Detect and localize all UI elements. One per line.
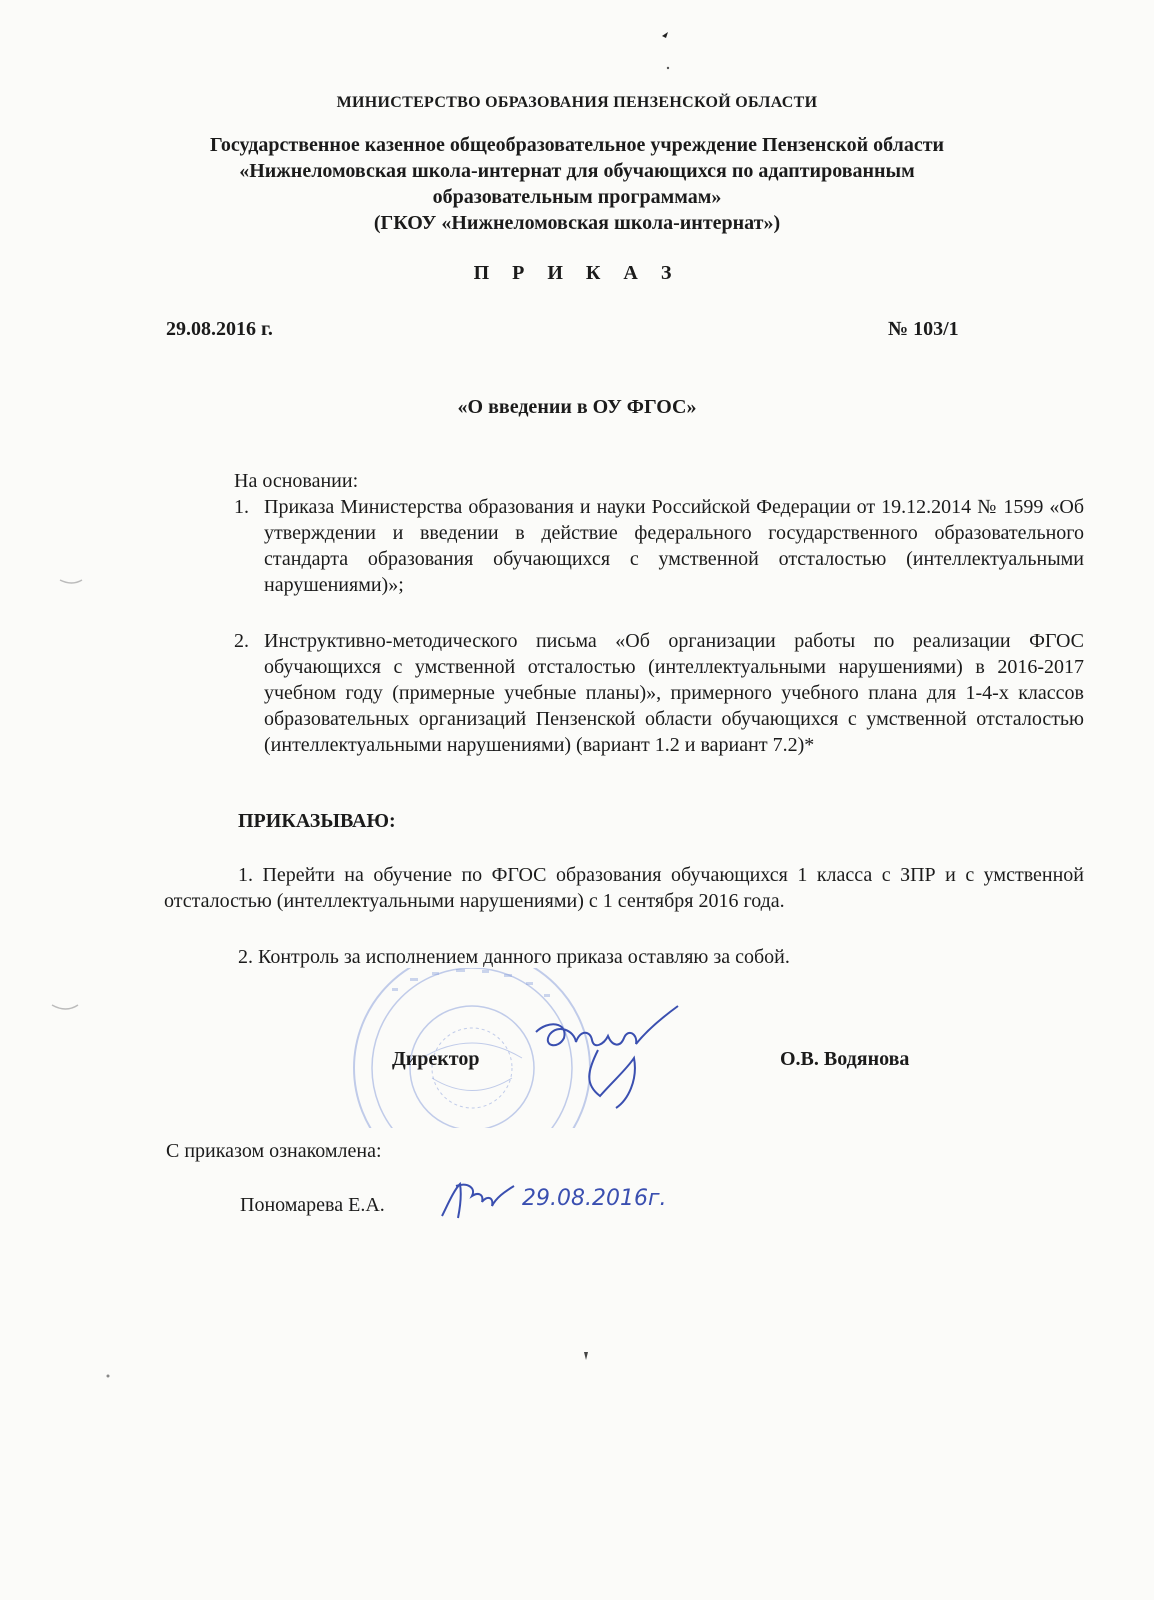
decree-word: ПРИКАЗЫВАЮ: (238, 810, 396, 832)
order-number: № 103/1 (888, 318, 959, 340)
order-subject: «О введении в ОУ ФГОС» (457, 396, 697, 418)
organization-line: образовательным программам» (432, 186, 722, 208)
ministry-name: МИНИСТЕРСТВО ОБРАЗОВАНИЯ ПЕНЗЕНСКОЙ ОБЛАСТИ (336, 94, 818, 111)
acknowledged-person: Пономарева Е.А. (240, 1194, 385, 1216)
basis-item-text: Приказа Министерства образования и науки Российской Федерации от 19.12.2014 № 1599 «Об утверждении и введении в действие федерального государственного образовательного стандарта образования обучающихся с умственной отсталостью (интеллектуальными нарушениями)»; (264, 496, 1084, 596)
basis-item-text: Инструктивно-методического письма «Об организации работы по реализации ФГОС обучающихся с умственной отсталостью (интеллектуальными нарушениями) в 2016-2017 учебном году (примерные учебные планы)», примерного учебного плана для 1-4-х классов образовательных организаций Пензенской области обучающихся с умственной отсталостью (интеллектуальными нарушениями) (вариант 1.2 и вариант 7.2)* (264, 630, 1084, 756)
order-title: П Р И К А З (473, 262, 681, 284)
organization-short-name: (ГКОУ «Нижнеломовская школа-интернат») (373, 212, 781, 234)
director-name: О.В. Водянова (780, 1048, 910, 1070)
decree-paragraph: 1. Перейти на обучение по ФГОС образования обучающихся 1 класса с ЗПР и с умственной отсталостью (интеллектуальными нарушениями) с 1 сентября 2016 года. (164, 864, 1084, 912)
basis-label: На основании: (234, 470, 359, 492)
director-title: Директор (392, 1048, 480, 1070)
handwritten-date: 29.08.2016г. (522, 1186, 667, 1211)
organization-line: «Нижнеломовская школа-интернат для обучающихся по адаптированным (239, 160, 915, 182)
basis-item-number: 1. (234, 496, 249, 518)
order-date: 29.08.2016 г. (166, 318, 273, 340)
organization-line: Государственное казенное общеобразовательное учреждение Пензенской области (209, 134, 945, 156)
decree-paragraph: 2. Контроль за исполнением данного приказа оставляю за собой. (238, 946, 790, 968)
basis-item-number: 2. (234, 630, 249, 652)
acknowledgement-label: С приказом ознакомлена: (166, 1140, 382, 1162)
